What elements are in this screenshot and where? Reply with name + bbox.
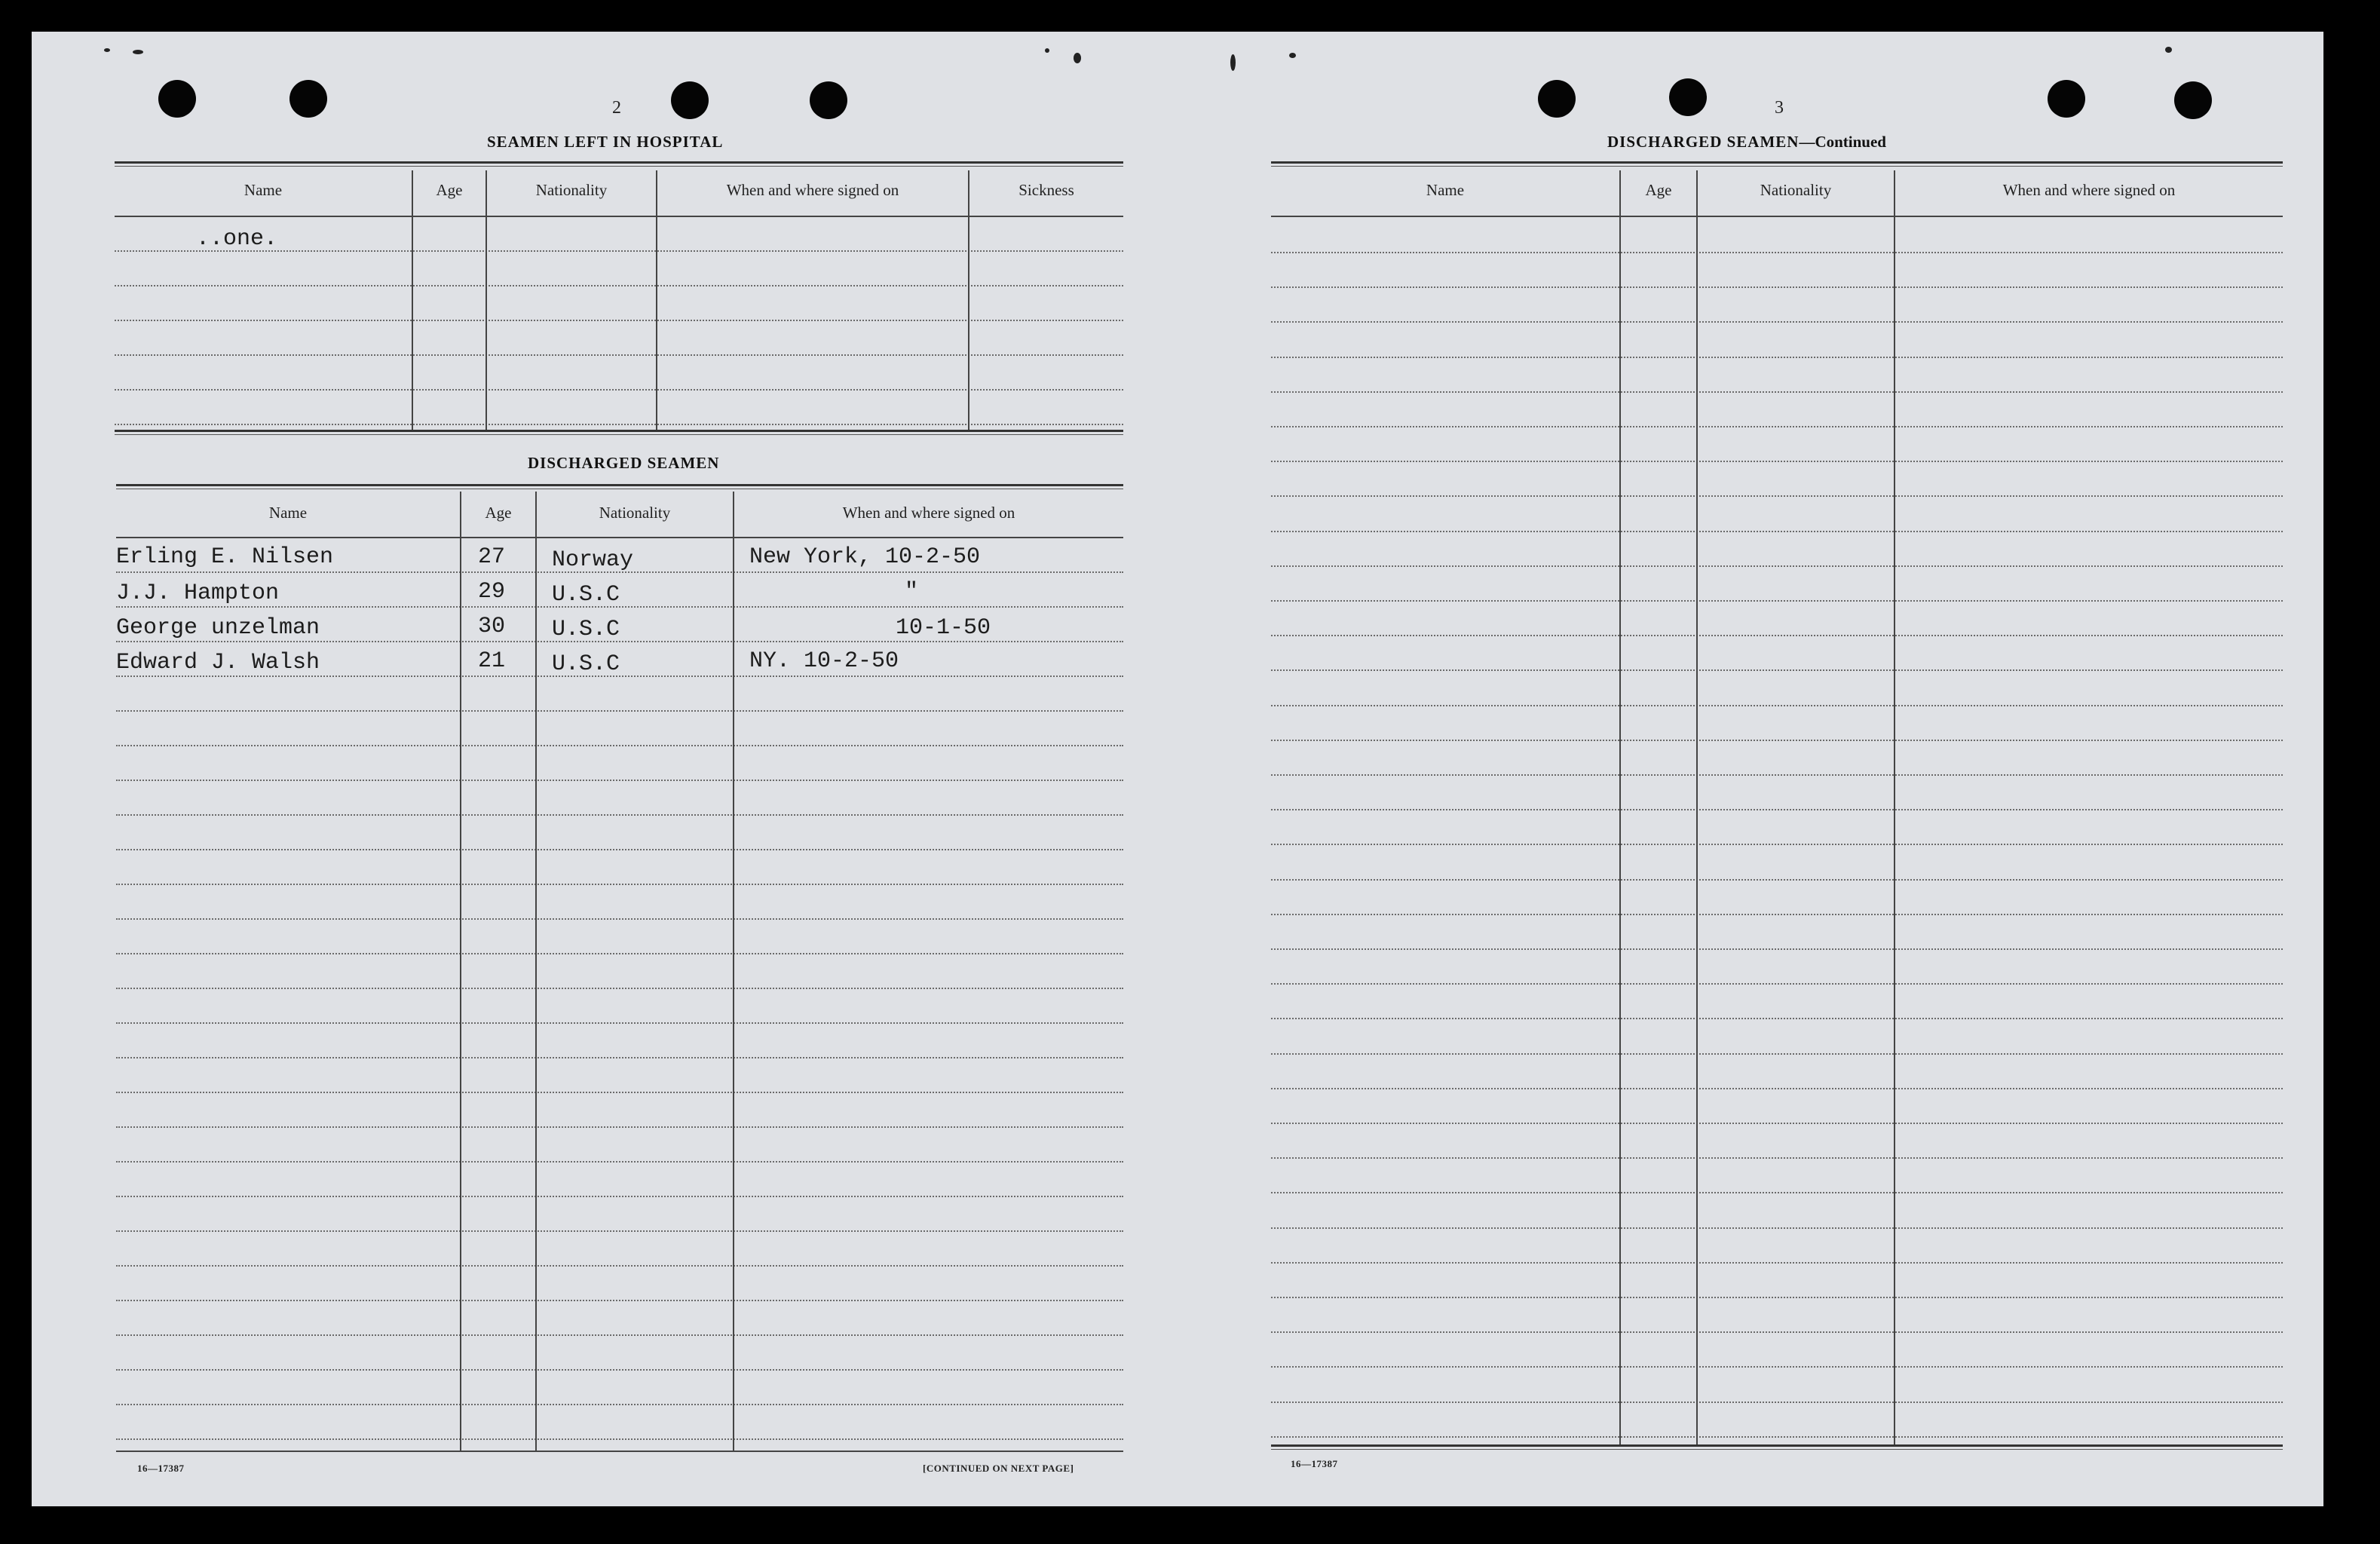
punch-hole — [2048, 80, 2085, 118]
row-rule — [1271, 1331, 2283, 1333]
seaman-signed-on: NY. 10-2-50 — [749, 648, 899, 674]
title-text: DISCHARGED SEAMEN — [1607, 133, 1800, 151]
ink-speck — [1230, 54, 1236, 71]
column-divider — [1894, 170, 1895, 1446]
table-bottom-rule — [1271, 1444, 2283, 1447]
row-rule — [1271, 357, 2283, 358]
row-rule — [115, 320, 1123, 321]
row-rule — [116, 1404, 1123, 1405]
ink-speck — [1074, 53, 1081, 63]
seaman-signed-on: 10-1-50 — [896, 615, 991, 641]
row-rule — [1271, 948, 2283, 950]
header-rule — [1271, 216, 2283, 217]
row-rule — [1271, 565, 2283, 567]
column-header-nationality: Nationality — [535, 181, 608, 199]
seaman-nationality: U.S.C — [552, 617, 620, 642]
row-rule — [1271, 1088, 2283, 1089]
row-rule — [1271, 426, 2283, 427]
row-rule — [1271, 1018, 2283, 1019]
row-rule — [116, 1161, 1123, 1163]
column-header-age: Age — [485, 504, 512, 522]
seaman-name: Erling E. Nilsen — [116, 544, 334, 570]
row-rule — [116, 988, 1123, 989]
row-rule — [1271, 635, 2283, 636]
row-rule — [115, 389, 1123, 391]
row-rule — [116, 1092, 1123, 1093]
form-number: 16—17387 — [137, 1463, 185, 1474]
form-number: 16—17387 — [1291, 1458, 1338, 1469]
row-rule — [116, 1196, 1123, 1197]
row-rule — [116, 1057, 1123, 1058]
row-rule — [1271, 1436, 2283, 1438]
row-rule — [116, 1369, 1123, 1371]
row-rule — [1271, 914, 2283, 915]
row-rule — [1271, 1366, 2283, 1368]
row-rule — [116, 1334, 1123, 1336]
column-header-name: Name — [244, 181, 283, 199]
row-rule — [1271, 983, 2283, 985]
hospital-entry: ..one. — [196, 226, 278, 252]
ink-speck — [104, 48, 110, 52]
row-rule — [1271, 321, 2283, 323]
row-rule — [116, 780, 1123, 781]
column-divider — [968, 170, 969, 430]
column-divider — [412, 170, 413, 430]
row-rule — [1271, 252, 2283, 253]
column-header-nationality: Nationality — [599, 504, 671, 522]
hospital-section-title: SEAMEN LEFT IN HOSPITAL — [487, 133, 724, 151]
seaman-signed-on: New York, 10-2-50 — [749, 544, 981, 570]
column-header-name: Name — [268, 504, 308, 522]
row-rule — [116, 1300, 1123, 1301]
rule — [115, 430, 1123, 432]
discharged-section-title: DISCHARGED SEAMEN — [528, 454, 720, 472]
row-rule — [116, 884, 1123, 885]
punch-hole — [671, 81, 709, 119]
row-rule — [1271, 1262, 2283, 1264]
column-header-signed-on: When and where signed on — [2002, 181, 2176, 199]
seaman-nationality: Norway — [552, 547, 634, 573]
row-rule — [1271, 1157, 2283, 1159]
row-rule — [115, 285, 1123, 286]
seaman-age: 30 — [478, 614, 506, 639]
column-header-nationality: Nationality — [1760, 181, 1832, 199]
row-rule — [116, 918, 1123, 920]
column-header-sickness: Sickness — [1018, 181, 1074, 199]
page-number: 3 — [1775, 98, 1784, 118]
row-rule — [1271, 1053, 2283, 1055]
row-rule — [1271, 1297, 2283, 1298]
row-rule — [1271, 495, 2283, 497]
row-rule — [116, 1265, 1123, 1267]
row-rule — [1271, 844, 2283, 845]
seaman-age: 29 — [478, 579, 506, 605]
row-rule — [1271, 879, 2283, 881]
seaman-age: 27 — [478, 544, 506, 570]
row-rule — [116, 814, 1123, 816]
row-rule — [116, 710, 1123, 712]
header-rule — [115, 216, 1123, 217]
row-rule — [1271, 705, 2283, 706]
seaman-name: J.J. Hampton — [116, 581, 280, 606]
row-rule — [1271, 461, 2283, 462]
rule — [116, 484, 1123, 486]
rule — [1271, 161, 2283, 164]
row-rule — [115, 354, 1123, 356]
punch-hole — [158, 80, 196, 118]
row-rule — [116, 1438, 1123, 1440]
page-number: 2 — [612, 98, 621, 118]
seaman-signed-on: " — [905, 579, 919, 605]
punch-hole — [810, 81, 847, 119]
column-divider — [1619, 170, 1621, 1446]
column-divider — [1696, 170, 1698, 1446]
row-rule — [116, 1022, 1123, 1024]
column-divider — [460, 492, 461, 1451]
ink-speck — [2165, 47, 2172, 53]
column-header-name: Name — [1426, 181, 1465, 199]
row-rule — [116, 849, 1123, 850]
seaman-age: 21 — [478, 648, 506, 674]
row-rule — [116, 745, 1123, 746]
column-header-signed-on: When and where signed on — [842, 504, 1015, 522]
column-divider — [485, 170, 487, 430]
row-rule — [1271, 286, 2283, 288]
row-rule — [1271, 1227, 2283, 1229]
row-rule — [116, 1230, 1123, 1232]
column-header-age: Age — [436, 181, 463, 199]
row-rule — [1271, 600, 2283, 602]
discharged-continued-title — [1607, 133, 1886, 152]
column-divider — [733, 492, 734, 1451]
punch-hole — [289, 80, 327, 118]
rule — [115, 161, 1123, 164]
row-rule — [116, 953, 1123, 954]
punch-hole — [2174, 81, 2212, 119]
ink-speck — [1045, 48, 1049, 53]
column-header-age: Age — [1645, 181, 1672, 199]
column-divider — [656, 170, 657, 430]
continued-note: [CONTINUED ON NEXT PAGE] — [923, 1463, 1074, 1474]
seaman-nationality: U.S.C — [552, 651, 620, 677]
row-rule — [1271, 809, 2283, 810]
row-rule — [1271, 740, 2283, 741]
header-rule — [116, 537, 1123, 538]
row-rule — [1271, 1192, 2283, 1193]
punch-hole — [1538, 80, 1576, 118]
row-rule — [1271, 774, 2283, 776]
row-rule — [115, 424, 1123, 425]
row-rule — [116, 1126, 1123, 1128]
row-rule — [1271, 531, 2283, 532]
row-rule — [1271, 669, 2283, 671]
ink-speck — [133, 50, 143, 54]
row-rule — [1271, 1402, 2283, 1403]
title-suffix: —Continued — [1799, 133, 1886, 151]
row-rule — [1271, 391, 2283, 393]
document-sheet — [32, 32, 2323, 1506]
seaman-name: George unzelman — [116, 615, 320, 641]
column-divider — [535, 492, 537, 1451]
punch-hole — [1669, 78, 1707, 116]
table-bottom-rule — [116, 1451, 1123, 1452]
column-header-signed-on: When and where signed on — [726, 181, 899, 199]
ink-speck — [1289, 53, 1296, 58]
seaman-name: Edward J. Walsh — [116, 650, 320, 676]
seaman-nationality: U.S.C — [552, 582, 620, 608]
row-rule — [1271, 1123, 2283, 1124]
